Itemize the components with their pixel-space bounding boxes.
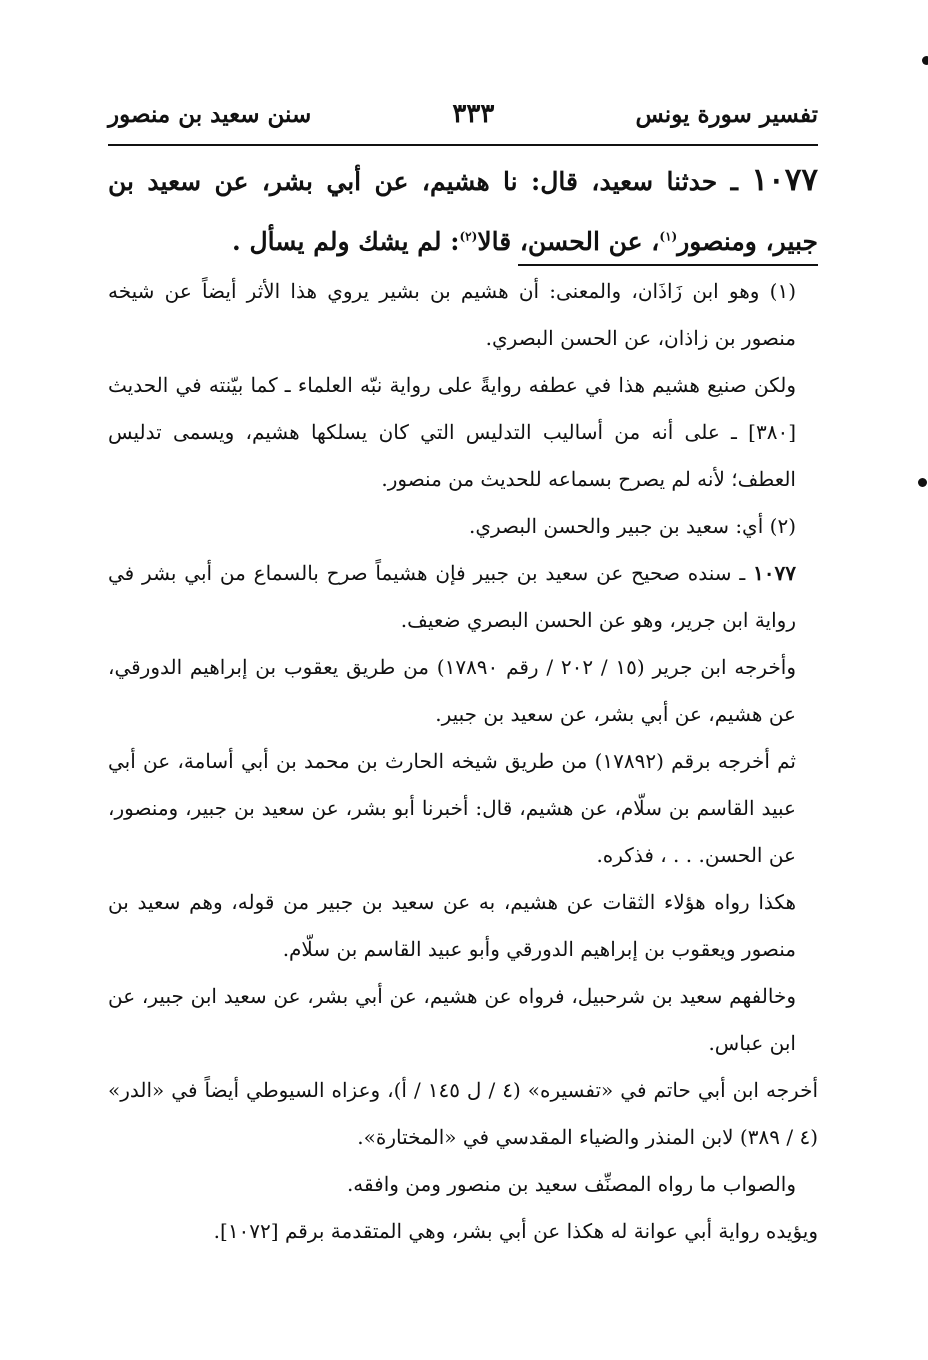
footnote-2: (٢) أي: سعيد بن جبير والحسن البصري. — [468, 514, 796, 538]
takhrij-paragraph: وخالفهم سعيد بن شرحبيل، فرواه عن هشيم، عن أبي بشر، عن سعيد ابن جبير، عن ابن عباس. — [108, 984, 796, 1055]
takhrij-paragraph: أخرجه ابن أبي حاتم في «تفسيره» (٤ / ل ١٤٥ / أ)، وعزاه السيوطي أيضاً في «الدر» (٤ / ٣٨٩) لابن المنذر والضياء المقدسي في «المختارة». — [108, 1078, 819, 1149]
takhrij-paragraph: ثم أخرجه برقم (١٧٨٩٢) من طريق شيخه الحارث بن محمد بن أبي أسامة، عن أبي عبيد القاسم بن سلّام، عن هشيم، قال: أخبرنا أبو بشر، عن سعيد بن جبير، ومنصور، عن الحسن. . . ، فذكره. — [108, 749, 797, 867]
hadith-text-part2: ، عن الحسن، قالا — [477, 227, 660, 256]
hadith-text-part1: ـ حدثنا سعيد، قال: نا هشيم، عن أبي بشر، عن سعيد بن جبير، ومنصور — [108, 167, 818, 256]
takhrij-paragraph: والصواب ما رواه المصنِّف سعيد بن منصور ومن وافقه. — [346, 1172, 796, 1196]
footnote-1-continued: ولكن صنيع هشيم هذا في عطفه روايةً على رواية نبّه العلماء ـ كما بيّنته في الحديث [٣٨٠] ـ على أنه من أساليب التدليس التي كان يسلكها هشيم، ويسمى تدليس العطف؛ لأنه لم يصرح بسماعه للحديث من منصور. — [108, 373, 796, 491]
hadith-quote: لم يشك ولم يسأل — [249, 227, 442, 256]
takhrij-paragraph: هكذا رواه هؤلاء الثقات عن هشيم، به عن سعيد بن جبير من قوله، وهم سعيد بن منصور ويعقوب بن إبراهيم الدورقي وأبو عبيد القاسم بن سلّام. — [108, 890, 796, 961]
footnote-separator — [518, 264, 818, 266]
takhrij-paragraph: وأخرجه ابن جرير (١٥ / ٢٠٢ / رقم ١٧٨٩٠) من طريق يعقوب بن إبراهيم الدورقي، عن هشيم، عن أبي بشر، عن سعيد بن جبير. — [108, 655, 797, 726]
takhrij-intro-text: ـ سنده صحيح عن سعيد بن جبير فإن هشيماً صرح بالسماع من أبي بشر في رواية ابن جرير، وهو عن الحسن البصري ضعيف. — [108, 561, 796, 632]
footnote-mark-2: (٢) — [459, 229, 478, 244]
footnote-mark-1: (١) — [659, 229, 678, 244]
margin-dot-middle — [918, 478, 927, 487]
takhrij-number: ١٠٧٧ — [753, 561, 796, 585]
footnote-1: (١) وهو ابن زَاذَان، والمعنى: أن هشيم بن بشير يروي هذا الأثر أيضاً عن شيخه منصور بن زاذان، عن الحسن البصري. — [108, 279, 796, 350]
hadith-text — [108, 150, 818, 272]
running-header — [108, 92, 818, 136]
hadith-number: ١٠٧٧ — [751, 162, 818, 198]
hadith-end: . — [232, 227, 250, 256]
header-rule — [108, 144, 818, 146]
header-surah-title: تفسير سورة يونس — [635, 100, 818, 128]
margin-dot-top — [922, 56, 928, 65]
hadith-text-part3: : — [441, 227, 460, 256]
takhrij-intro — [108, 550, 818, 644]
header-book-title: سنن سعيد بن منصور — [108, 100, 312, 128]
footnotes — [108, 268, 818, 1255]
takhrij-paragraph: ويؤيده رواية أبي عوانة له هكذا عن أبي بشر، وهي المتقدمة برقم [١٠٧٢]. — [213, 1219, 818, 1243]
page-number: ٣٣٣ — [452, 99, 495, 129]
